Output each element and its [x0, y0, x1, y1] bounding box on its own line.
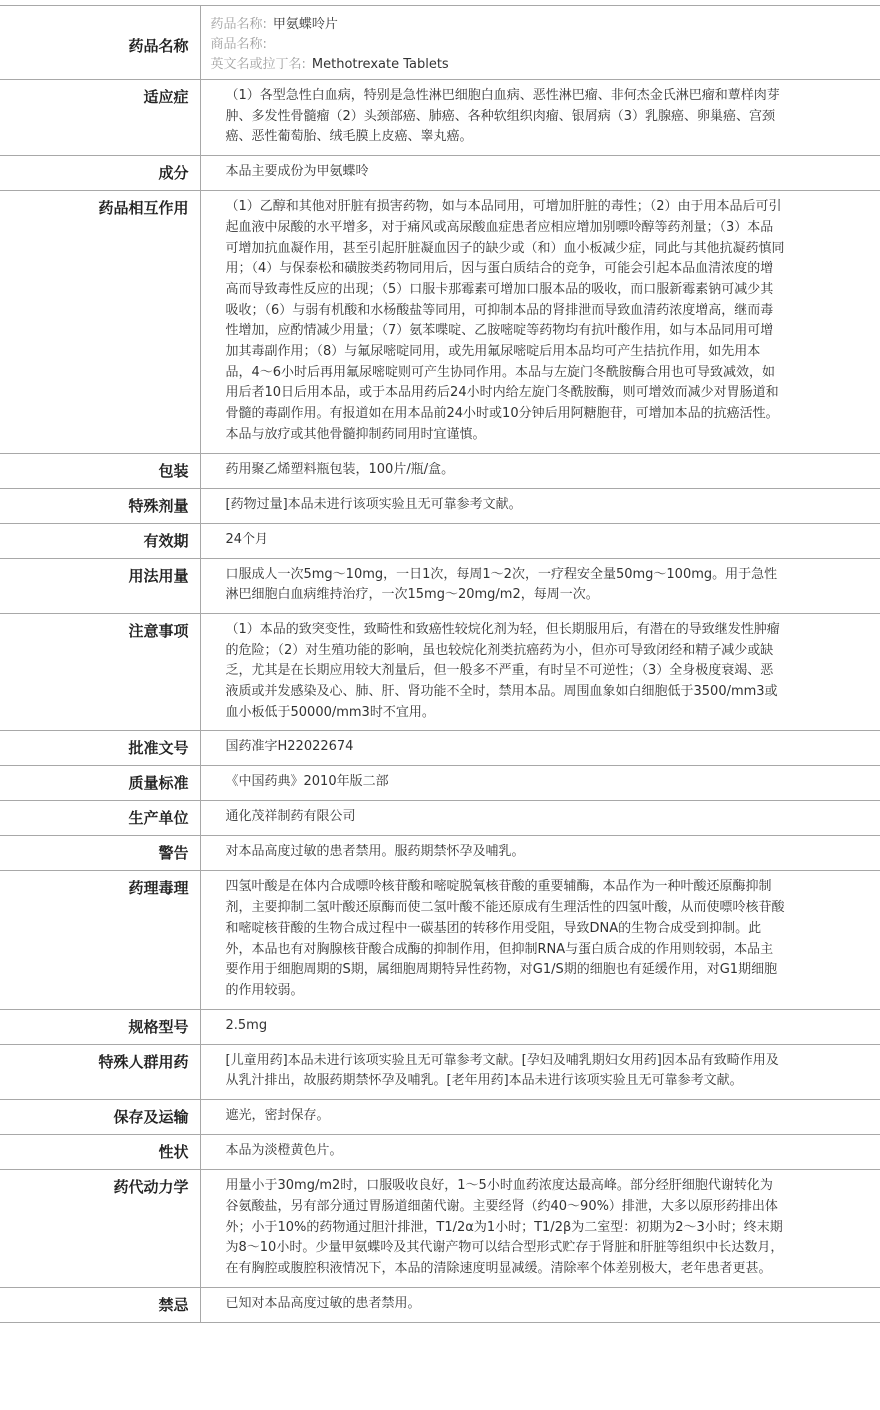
row-special-dosage: [0, 488, 880, 523]
label-description: 性状: [0, 1135, 200, 1170]
row-pharmacology: [0, 871, 880, 1009]
label-drug-name: 药品名称: [0, 6, 200, 80]
value-contraindications: 已知对本品高度过敏的患者禁用。: [200, 1287, 880, 1322]
generic-name-label: 药品名称:: [210, 17, 267, 32]
english-name-label: 英文名或拉丁名:: [210, 57, 306, 72]
label-packaging: 包装: [0, 453, 200, 488]
row-contraindications: [0, 1287, 880, 1322]
value-special-dosage: [药物过量]本品未进行该项实验且无可靠参考文献。: [200, 488, 880, 523]
trade-name-label: 商品名称:: [210, 37, 267, 52]
row-pharmacokinetics: [0, 1170, 880, 1288]
label-manufacturer: 生产单位: [0, 801, 200, 836]
trade-name-line: [211, 35, 861, 55]
value-shelf-life: 24个月: [200, 523, 880, 558]
label-ingredients: 成分: [0, 156, 200, 191]
value-storage: 遮光，密封保存。: [200, 1100, 880, 1135]
row-dosage: [0, 558, 880, 613]
value-pharmacokinetics: 用量小于30mg/m2时，口服吸收良好，1～5小时血药浓度达最高峰。部分经肝细胞代谢转化为谷氨酸盐，另有部分通过胃肠道细菌代谢。主要经肾（约40～90%）排泄，大多以原形药排出体外；小于10%的药物通过胆汁排泄，T1/2α为1小时；T1/2β为二室型：初期为2～3小时；终末期为8～10小时。少量甲氨蝶呤及其代谢产物可以结合型形式贮存于肾脏和肝脏等组织中长达数月，在有胸腔或腹腔积液情况下，本品的清除速度明显减缓。清除率个体差别极大，老年患者更甚。: [200, 1170, 880, 1288]
row-approval-no: [0, 731, 880, 766]
row-warnings: [0, 836, 880, 871]
value-pharmacology: 四氢叶酸是在体内合成嘌呤核苷酸和嘧啶脱氧核苷酸的重要辅酶，本品作为一种叶酸还原酶抑制剂，主要抑制二氢叶酸还原酶而使二氢叶酸不能还原成有生理活性的四氢叶酸，从而使嘌呤核苷酸和嘧啶核苷酸的生物合成过程中一碳基团的转移作用受阻，导致DNA的生物合成受到抑制。此外，本品也有对胸腺核苷酸合成酶的抑制作用，但抑制RNA与蛋白质合成的作用则较弱，本品主要作用于细胞周期的S期，属细胞周期特异性药物，对G1/S期的细胞也有延缓作用，对G1期细胞的作用较弱。: [200, 871, 880, 1009]
drug-info-table: [0, 5, 880, 1323]
value-ingredients: 本品主要成份为甲氨蝶呤: [200, 156, 880, 191]
label-precautions: 注意事项: [0, 613, 200, 731]
row-quality-standard: [0, 766, 880, 801]
row-drug-name: [0, 6, 880, 80]
label-warnings: 警告: [0, 836, 200, 871]
row-ingredients: [0, 156, 880, 191]
row-specification: [0, 1009, 880, 1044]
label-special-dosage: 特殊剂量: [0, 488, 200, 523]
label-pharmacokinetics: 药代动力学: [0, 1170, 200, 1288]
label-approval-no: 批准文号: [0, 731, 200, 766]
value-quality-standard: 《中国药典》2010年版二部: [200, 766, 880, 801]
value-indications: （1）各型急性白血病，特别是急性淋巴细胞白血病、恶性淋巴瘤、非何杰金氏淋巴瘤和蕈样肉芽肿、多发性骨髓瘤（2）头颈部癌、肺癌、各种软组织肉瘤、银屑病（3）乳腺癌、卵巢癌、宫颈癌、恶性葡萄胎、绒毛膜上皮癌、睾丸癌。: [200, 80, 880, 156]
row-precautions: [0, 613, 880, 731]
value-manufacturer: 通化茂祥制药有限公司: [200, 801, 880, 836]
label-quality-standard: 质量标准: [0, 766, 200, 801]
row-manufacturer: [0, 801, 880, 836]
row-description: [0, 1135, 880, 1170]
value-special-populations: [儿童用药]本品未进行该项实验且无可靠参考文献。[孕妇及哺乳期妇女用药]因本品有致畸作用及从乳汁排出，故服药期禁怀孕及哺乳。[老年用药]本品未进行该项实验且无可靠参考文献。: [200, 1044, 880, 1099]
generic-name-value: 甲氨蝶呤片: [272, 17, 338, 32]
row-special-populations: [0, 1044, 880, 1099]
label-special-populations: 特殊人群用药: [0, 1044, 200, 1099]
value-drug-name: [200, 6, 880, 80]
value-warnings: 对本品高度过敏的患者禁用。服药期禁怀孕及哺乳。: [200, 836, 880, 871]
label-shelf-life: 有效期: [0, 523, 200, 558]
generic-name-line: [211, 15, 861, 35]
row-interactions: [0, 191, 880, 453]
label-contraindications: 禁忌: [0, 1287, 200, 1322]
english-name-line: [211, 55, 861, 75]
label-dosage: 用法用量: [0, 558, 200, 613]
row-shelf-life: [0, 523, 880, 558]
value-description: 本品为淡橙黄色片。: [200, 1135, 880, 1170]
value-packaging: 药用聚乙烯塑料瓶包装，100片/瓶/盒。: [200, 453, 880, 488]
row-storage: [0, 1100, 880, 1135]
value-interactions: （1）乙醇和其他对肝脏有损害药物，如与本品同用，可增加肝脏的毒性；（2）由于用本品后可引起血液中尿酸的水平增多，对于痛风或高尿酸血症患者应相应增加别嘌呤醇等药剂量；（3）本品可增加抗血凝作用，甚至引起肝脏凝血因子的缺少或（和）血小板减少症，同此与其他抗凝药慎同用；（4）与保泰松和磺胺类药物同用后，因与蛋白质结合的竞争，可能会引起本品血清浓度的增高而导致毒性反应的出现；（5）口服卡那霉素可增加口服本品的吸收，而口服新霉素钠可减少其吸收；（6）与弱有机酸和水杨酸盐等同用，可抑制本品的肾排泄而导致血清药浓度增高，继而毒性增加，应酌情减少用量；（7）氨苯喋啶、乙胺嘧啶等药物均有抗叶酸作用，如与本品同用可增加其毒副作用；（8）与氟尿嘧啶同用，或先用氟尿嘧啶后用本品均可产生拮抗作用，如先用本品，4～6小时后再用氟尿嘧啶则可产生协同作用。本品与左旋门冬酰胺酶合用也可导致减效，如用后者10日后用本品，或于本品用药后24小时内给左旋门冬酰胺酶，则可增效而减少对胃肠道和骨髓的毒副作用。有报道如在用本品前24小时或10分钟后用阿糖胞苷，可增加本品的抗癌活性。本品与放疗或其他骨髓抑制药同用时宜谨慎。: [200, 191, 880, 453]
value-dosage: 口服成人一次5mg～10mg，一日1次，每周1～2次，一疗程安全量50mg～100mg。用于急性淋巴细胞白血病维持治疗，一次15mg～20mg/m2，每周一次。: [200, 558, 880, 613]
value-precautions: （1）本品的致突变性，致畸性和致癌性较烷化剂为轻，但长期服用后，有潜在的导致继发性肿瘤的危险；（2）对生殖功能的影响，虽也较烷化剂类抗癌药为小，但亦可导致闭经和精子减少或缺乏，尤其是在长期应用较大剂量后，但一般多不严重，有时呈不可逆性；（3）全身极度衰竭、恶液质或并发感染及心、肺、肝、肾功能不全时，禁用本品。周围血象如白细胞低于3500/mm3或血小板低于50000/mm3时不宜用。: [200, 613, 880, 731]
label-storage: 保存及运输: [0, 1100, 200, 1135]
label-pharmacology: 药理毒理: [0, 871, 200, 1009]
value-approval-no: 国药准字H22022674: [200, 731, 880, 766]
row-packaging: [0, 453, 880, 488]
value-specification: 2.5mg: [200, 1009, 880, 1044]
label-specification: 规格型号: [0, 1009, 200, 1044]
english-name-value: Methotrexate Tablets: [311, 57, 449, 72]
row-indications: [0, 80, 880, 156]
label-indications: 适应症: [0, 80, 200, 156]
label-interactions: 药品相互作用: [0, 191, 200, 453]
